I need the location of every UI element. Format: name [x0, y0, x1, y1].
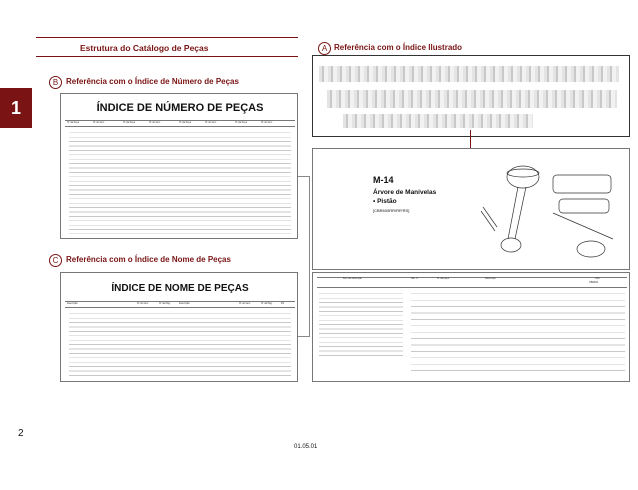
engine-diagram-row — [319, 66, 619, 82]
parts-left-list — [319, 291, 403, 359]
figure-code: M-14 — [373, 175, 394, 185]
illustrated-heading: Referência com o Índice Ilustrado — [334, 43, 463, 52]
structure-heading-bar — [36, 37, 298, 38]
index-body-placeholder — [69, 130, 291, 234]
connector-c — [298, 336, 310, 337]
engine-diagram-row — [327, 90, 617, 108]
parts-right-list — [411, 291, 625, 371]
col-item-number: Nº do Item — [205, 121, 217, 124]
col-part-number: Nº da Peça — [67, 121, 80, 124]
marker-b: B — [49, 76, 62, 89]
page-date: 01.05.01 — [294, 444, 318, 450]
part-name-index-page — [60, 272, 298, 382]
figure-page — [312, 148, 630, 270]
structure-heading: Estrutura do Catálogo de Peças — [80, 43, 209, 53]
col-item-number: Nº do Item — [137, 302, 149, 305]
col-description: Descrição — [67, 302, 78, 305]
parts-header-desc2: Descrição — [485, 277, 496, 280]
figure-name: Árvore de Manivelas — [373, 189, 437, 196]
structure-heading-bar-right — [36, 56, 298, 57]
parts-header-ref: Ref. nº — [411, 277, 419, 280]
col-part-number: Nº da Peça — [179, 121, 192, 124]
col-description: Descrição — [179, 302, 190, 305]
header-rule — [65, 307, 295, 308]
index-body-placeholder — [69, 311, 291, 379]
page-number: 2 — [18, 428, 24, 439]
col-item-number: Nº do Item — [93, 121, 105, 124]
parts-header-number: Nº da peça — [437, 277, 449, 280]
part-name-heading: Referência com o Índice de Nome de Peças — [66, 255, 231, 264]
engine-diagram-row — [343, 114, 533, 128]
col-part-number: Nº da Peça — [235, 121, 248, 124]
marker-a: A — [318, 42, 331, 55]
parts-header-code-sub: CBR600 — [589, 281, 599, 284]
col-item-number: Nº do Item — [261, 121, 273, 124]
part-number-index-title: ÍNDICE DE NÚMERO DE PEÇAS — [96, 102, 264, 114]
part-number-heading: Referência com o Índice de Número de Peças — [66, 77, 239, 86]
col-page-number: Pá — [281, 302, 284, 305]
parts-header-code: Cód. — [595, 277, 601, 280]
parts-table-page — [312, 272, 630, 382]
header-rule — [65, 126, 295, 127]
chapter-tab: 1 — [0, 88, 32, 128]
figure-ref: [CBR600RR/RR'RS] — [373, 208, 410, 213]
connector-b-vertical — [309, 176, 310, 336]
header-rule — [317, 287, 627, 288]
col-page-number: Nº da Pág. — [261, 302, 273, 305]
col-part-number: Nº da Peça — [123, 121, 136, 124]
col-item-number: Nº do Item — [149, 121, 161, 124]
part-number-index-page — [60, 93, 298, 239]
illustrated-index-thumbnail — [312, 55, 630, 137]
figure-sub: • Pistão — [373, 198, 397, 205]
part-name-index-title: ÍNDICE DE NOME DE PEÇAS — [111, 283, 249, 294]
header-rule — [317, 277, 627, 278]
connector-a — [470, 130, 471, 150]
part-name-index-header — [65, 302, 289, 306]
marker-c: C — [49, 254, 62, 267]
part-number-index-header — [65, 121, 289, 125]
col-page-number: Nº da Pág. — [159, 302, 171, 305]
parts-header-description: Item de descrição — [343, 277, 362, 280]
col-item-number: Nº do Item — [239, 302, 251, 305]
crankshaft-piston-drawing — [463, 153, 627, 267]
